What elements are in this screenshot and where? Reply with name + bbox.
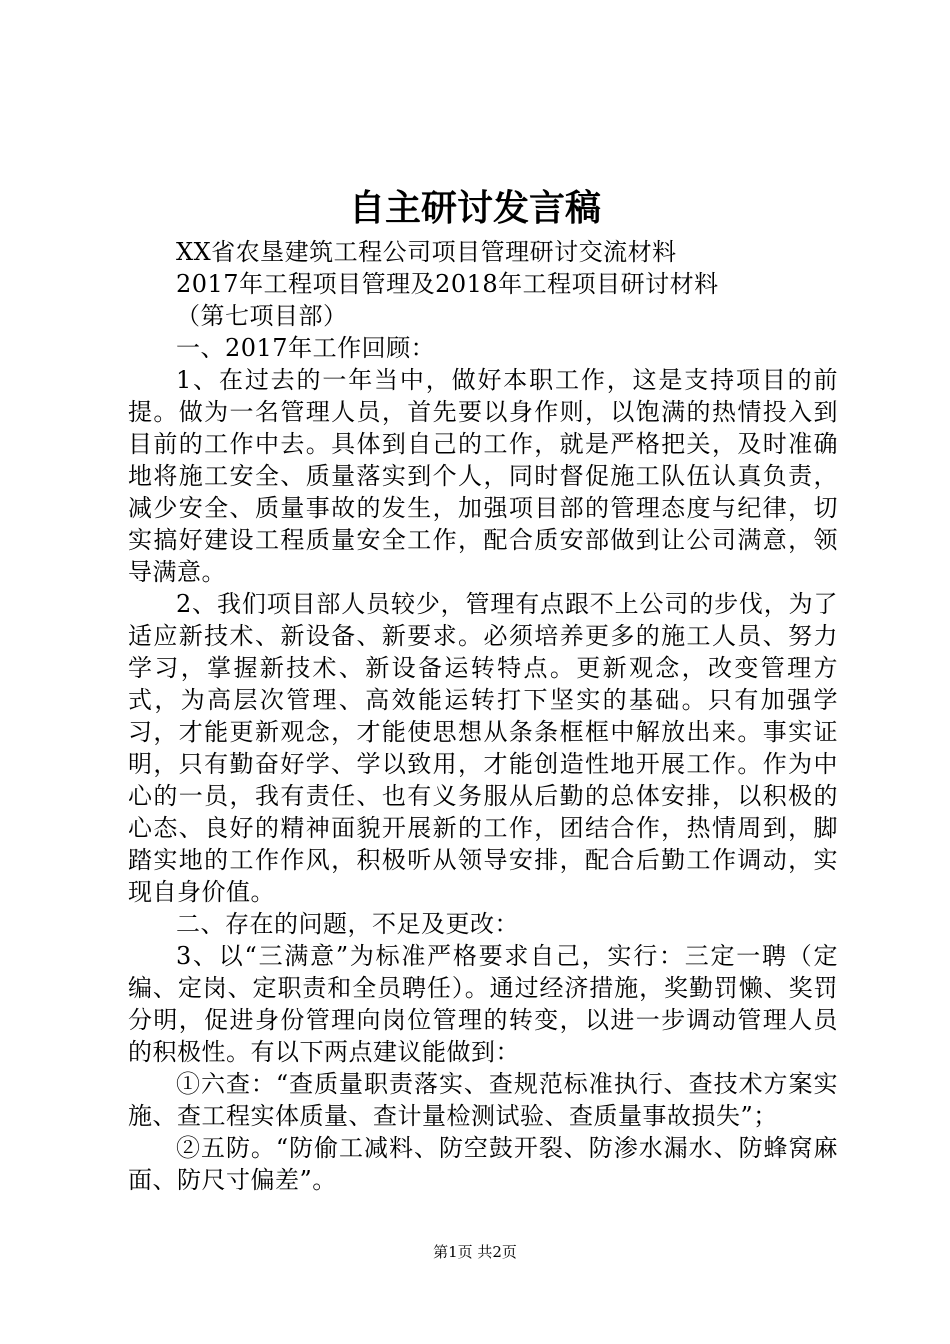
section-heading-1: 一、2017年工作回顾： (176, 334, 436, 362)
document-body (128, 236, 838, 1196)
paragraph-3: 3、以“三满意”为标准严格要求自己，实行：三定一聘（定编、定岗、定职责和全员聘任）。通过经济措施，奖勤罚懒、奖罚分明，促进身份管理向岗位管理的转变，以进一步调动管理人员的积极性。有以下两点建议能做到： (128, 942, 838, 1066)
subtitle-line-1: XX省农垦建筑工程公司项目管理研讨交流材料 (176, 238, 677, 266)
document-title: 自主研讨发言稿 (348, 187, 601, 229)
list-item-1: ①六查：“查质量职责落实、查规范标准执行、查技术方案实施、查工程实体质量、查计量检测试验、查质量事故损失”； (128, 1070, 838, 1130)
list-item-2: ②五防。“防偷工减料、防空鼓开裂、防渗水漏水、防蜂窝麻面、防尺寸偏差”。 (128, 1134, 838, 1194)
subtitle-line-3: （第七项目部） (176, 302, 348, 330)
section-heading-2: 二、存在的问题，不足及更改： (176, 910, 519, 938)
paragraph-1: 1、在过去的一年当中，做好本职工作，这是支持项目的前提。做为一名管理人员，首先要以身作则，以饱满的热情投入到目前的工作中去。具体到自己的工作，就是严格把关，及时准确地将施工安全、质量落实到个人，同时督促施工队伍认真负责，减少安全、质量事故的发生，加强项目部的管理态度与纪律，切实搞好建设工程质量安全工作，配合质安部做到让公司满意，领导满意。 (128, 366, 838, 586)
paragraph-2: 2、我们项目部人员较少，管理有点跟不上公司的步伐，为了适应新技术、新设备、新要求。必须培养更多的施工人员、努力学习，掌握新技术、新设备运转特点。更新观念，改变管理方式，为高层次管理、高效能运转打下坚实的基础。只有加强学习，才能更新观念，才能使思想从条条框框中解放出来。事实证明，只有勤奋好学、学以致用，才能创造性地开展工作。作为中心的一员，我有责任、也有义务服从后勤的总体安排，以积极的心态、良好的精神面貌开展新的工作，团结合作，热情周到，脚踏实地的工作作风，积极听从领导安排，配合后勤工作调动，实现自身价值。 (128, 590, 838, 906)
subtitle-line-2: 2017年工程项目管理及2018年工程项目研讨材料 (176, 270, 719, 298)
page-footer: 第1页 共2页 (433, 1243, 517, 1261)
